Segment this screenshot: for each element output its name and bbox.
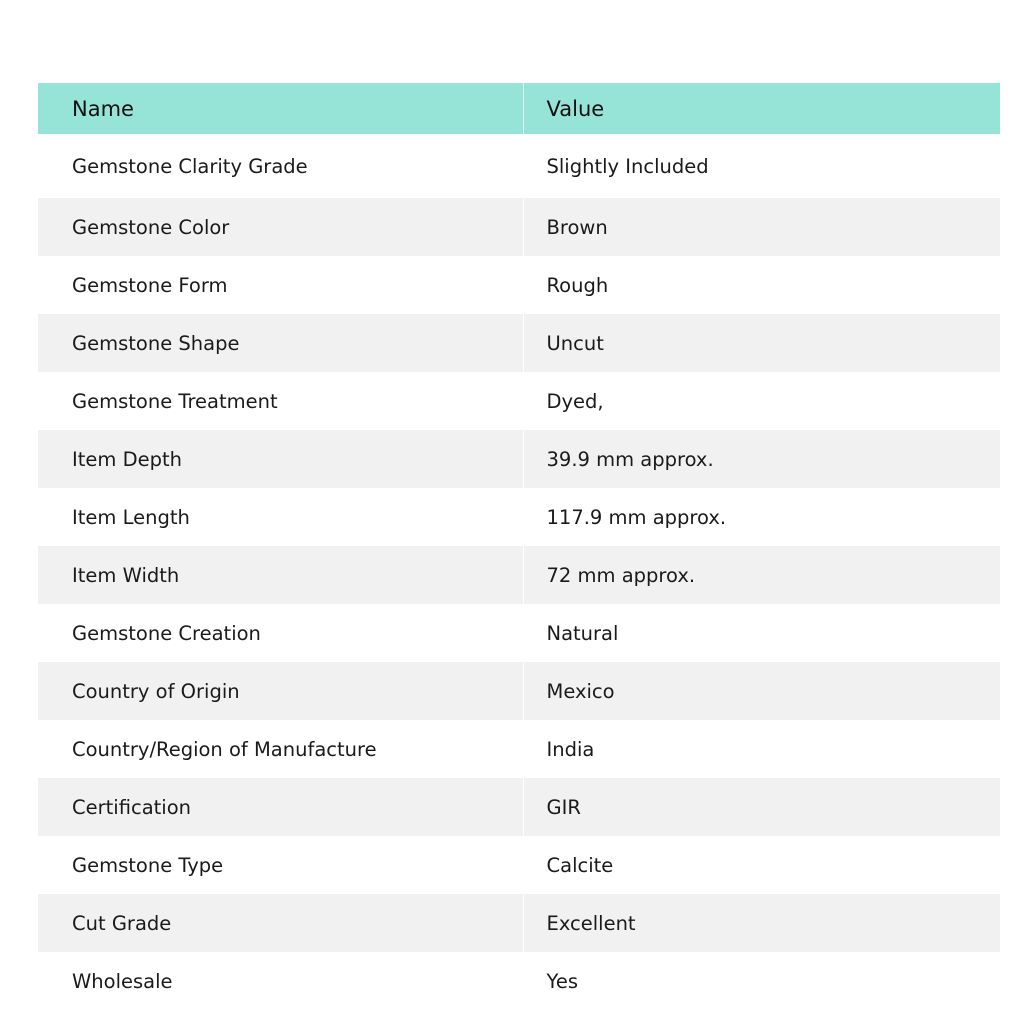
row-name-cell: Item Length bbox=[38, 488, 523, 546]
row-value-cell: Brown bbox=[546, 215, 608, 239]
table-row bbox=[38, 134, 1000, 198]
row-value-cell: Yes bbox=[546, 969, 578, 993]
row-value-cell: GIR bbox=[546, 795, 581, 819]
row-value-cell: Excellent bbox=[546, 911, 636, 935]
table-row bbox=[38, 894, 1000, 952]
table-row bbox=[38, 372, 1000, 430]
row-value-cell: 39.9 mm approx. bbox=[546, 447, 714, 471]
row-name-cell: Gemstone Clarity Grade bbox=[38, 134, 523, 198]
row-name-cell: Item Depth bbox=[38, 430, 523, 488]
row-name-cell: Gemstone Treatment bbox=[38, 372, 523, 430]
row-value-cell: 117.9 mm approx. bbox=[546, 505, 727, 529]
row-name-cell: Gemstone Color bbox=[38, 198, 523, 256]
table-body bbox=[38, 134, 1000, 1010]
table-row bbox=[38, 256, 1000, 314]
row-value-cell: Calcite bbox=[546, 853, 614, 877]
row-value-cell: Natural bbox=[546, 621, 619, 645]
table-row bbox=[38, 720, 1000, 778]
row-name-cell: Gemstone Shape bbox=[38, 314, 523, 372]
row-value-cell: Slightly Included bbox=[546, 154, 709, 178]
table-row bbox=[38, 604, 1000, 662]
row-name-cell: Gemstone Form bbox=[38, 256, 523, 314]
row-value-cell: 72 mm approx. bbox=[546, 563, 696, 587]
row-name-cell: Gemstone Creation bbox=[38, 604, 523, 662]
table-row bbox=[38, 836, 1000, 894]
row-value-cell: Rough bbox=[546, 273, 609, 297]
column-header-name: Name bbox=[38, 83, 523, 134]
row-value-cell: Dyed, bbox=[546, 389, 604, 413]
row-name-cell: Gemstone Type bbox=[38, 836, 523, 894]
column-header-value: Value bbox=[546, 96, 605, 121]
header-row bbox=[38, 83, 1000, 134]
table-row bbox=[38, 314, 1000, 372]
row-value-cell: Mexico bbox=[546, 679, 615, 703]
table-row bbox=[38, 198, 1000, 256]
table-row bbox=[38, 546, 1000, 604]
row-name-cell: Country of Origin bbox=[38, 662, 523, 720]
row-value-cell: India bbox=[546, 737, 595, 761]
table-row bbox=[38, 778, 1000, 836]
row-name-cell: Wholesale bbox=[38, 952, 523, 1010]
row-value-cell: Uncut bbox=[546, 331, 604, 355]
row-name-cell: Certification bbox=[38, 778, 523, 836]
table-row bbox=[38, 430, 1000, 488]
row-name-cell: Country/Region of Manufacture bbox=[38, 720, 523, 778]
table-header bbox=[38, 83, 1000, 134]
row-name-cell: Item Width bbox=[38, 546, 523, 604]
row-name-cell: Cut Grade bbox=[38, 894, 523, 952]
table-row bbox=[38, 662, 1000, 720]
table-row bbox=[38, 952, 1000, 1010]
item-specifics-table bbox=[38, 83, 1000, 1010]
table-row bbox=[38, 488, 1000, 546]
